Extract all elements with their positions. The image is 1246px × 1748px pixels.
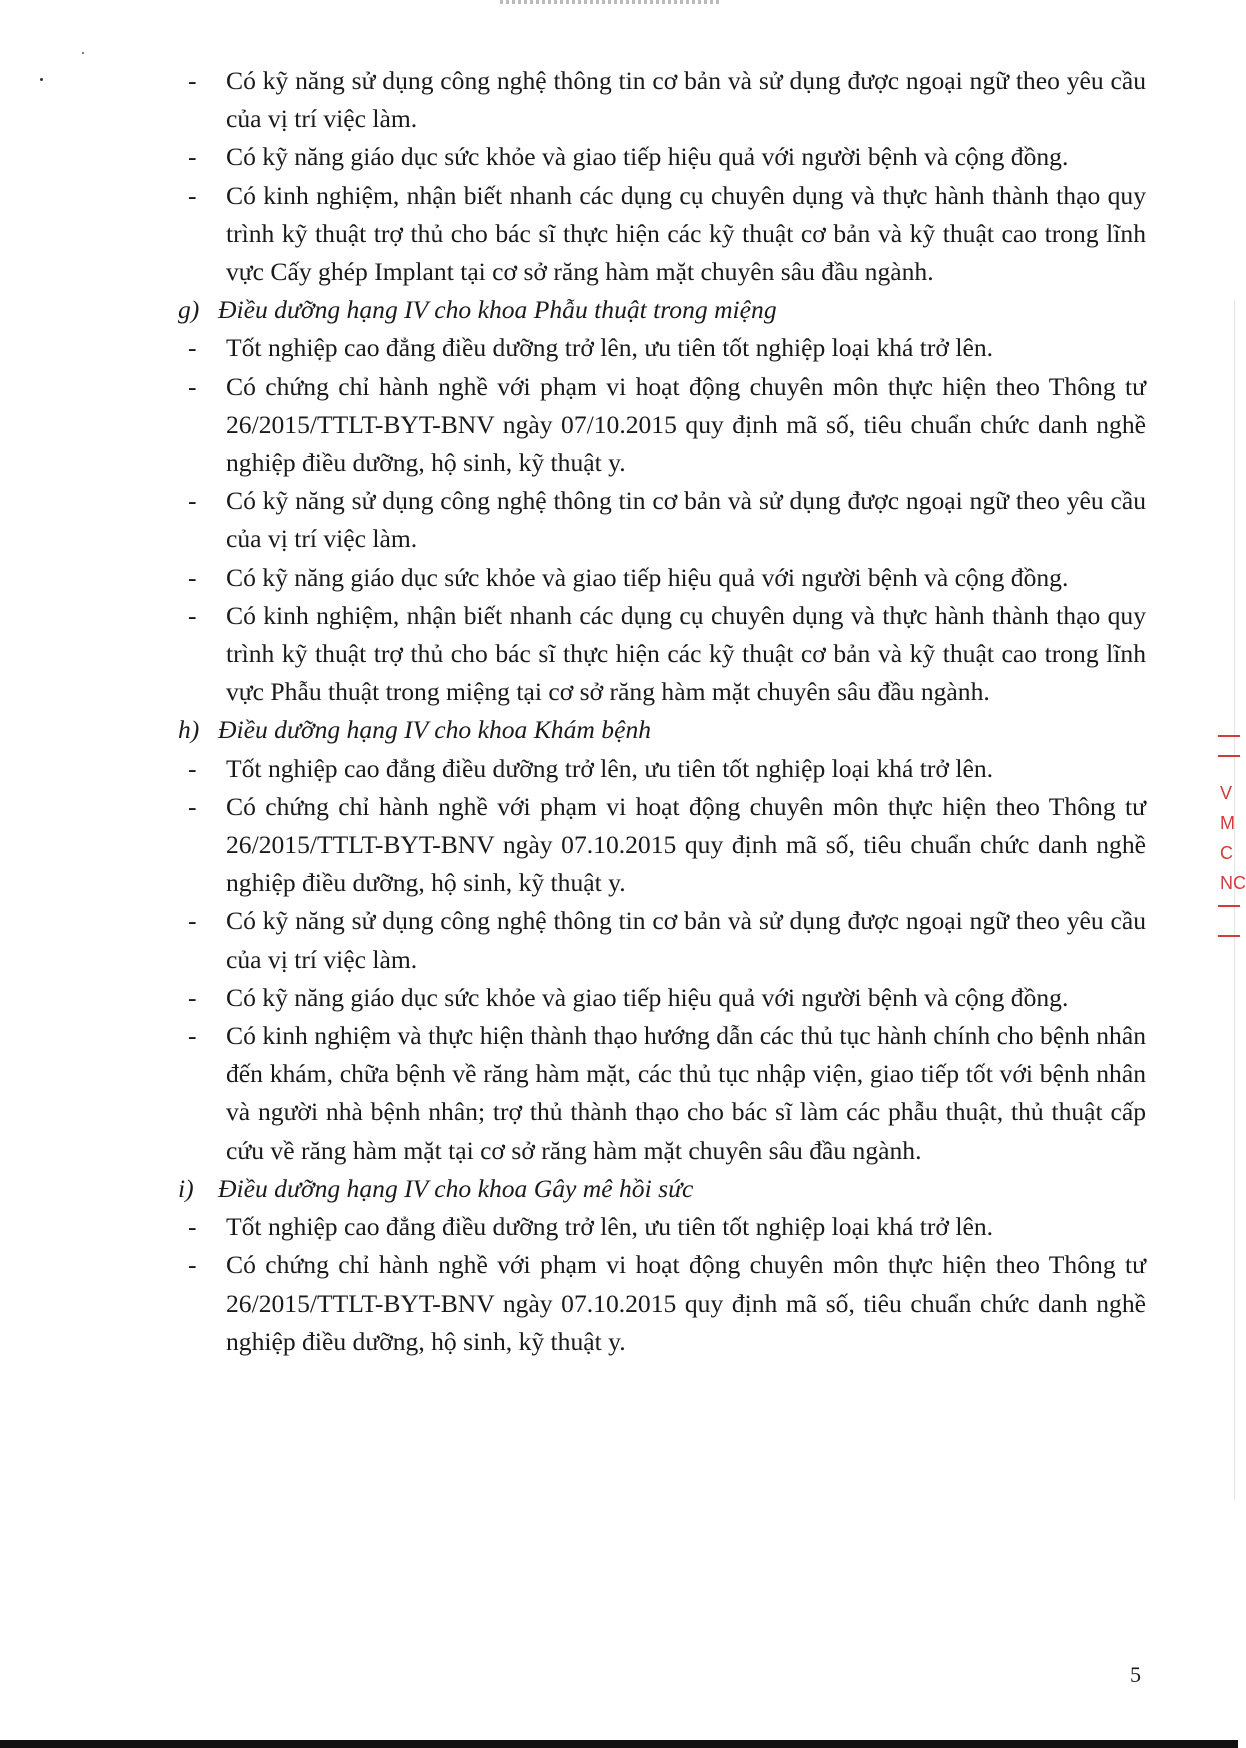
bullet-text: Có kỹ năng giáo dục sức khỏe và giao tiếp hiệu quả với người bệnh và cộng đồng. [226, 142, 1069, 172]
section-title: Điều dưỡng hạng IV cho khoa Phẫu thuật trong miệng [218, 295, 777, 325]
red-stamp-fragment [1212, 735, 1246, 965]
bullet-item [178, 368, 1146, 483]
bullet-text: Có chứng chỉ hành nghề với phạm vi hoạt động chuyên môn thực hiện theo Thông tư 26/2015/TTLT-BYT-BNV ngày 07.10.2015 quy định mã số, tiêu chuẩn chức danh nghề nghiệp điều dưỡng, hộ sinh, kỹ thuật y. [226, 791, 1146, 898]
bullet-item [178, 902, 1146, 978]
bullet-item [178, 1017, 1146, 1170]
bullet-dash: - [188, 371, 197, 401]
bullet-text: Có kỹ năng giáo dục sức khỏe và giao tiếp hiệu quả với người bệnh và cộng đồng. [226, 982, 1069, 1012]
section-letter: i) [178, 1173, 194, 1203]
section-heading [178, 1170, 1146, 1208]
bullet-dash: - [188, 562, 197, 592]
document-body [178, 62, 1146, 1361]
bullet-item [178, 979, 1146, 1017]
bullet-item [178, 62, 1146, 138]
bullet-dash: - [188, 906, 197, 936]
bullet-text: Tốt nghiệp cao đẳng điều dưỡng trở lên, ưu tiên tốt nghiệp loại khá trở lên. [226, 753, 994, 783]
bullet-item [178, 1208, 1146, 1246]
bullet-item [178, 138, 1146, 176]
bullet-text: Tốt nghiệp cao đẳng điều dưỡng trở lên, ưu tiên tốt nghiệp loại khá trở lên. [226, 1212, 994, 1242]
bullet-item [178, 1246, 1146, 1361]
bullet-item [178, 329, 1146, 367]
bullet-text: Có chứng chỉ hành nghề với phạm vi hoạt động chuyên môn thực hiện theo Thông tư 26/2015/TTLT-BYT-BNV ngày 07.10.2015 quy định mã số, tiêu chuẩn chức danh nghề nghiệp điều dưỡng, hộ sinh, kỹ thuật y. [226, 1250, 1146, 1356]
stamp-border-line [1218, 735, 1240, 737]
bullet-dash: - [188, 333, 197, 363]
stamp-text-fragment: C [1220, 843, 1233, 863]
section-heading [178, 711, 1146, 749]
page-number: 5 [1130, 1662, 1141, 1687]
bullet-dash: - [188, 180, 197, 210]
section-title: Điều dưỡng hạng IV cho khoa Khám bệnh [218, 715, 652, 745]
stamp-text-fragment: M [1220, 813, 1235, 833]
scan-speck [82, 52, 84, 54]
bullet-text: Tốt nghiệp cao đẳng điều dưỡng trở lên, ưu tiên tốt nghiệp loại khá trở lên. [226, 333, 994, 363]
bullet-dash: - [188, 600, 197, 630]
bullet-dash: - [188, 1250, 197, 1280]
bullet-dash: - [188, 66, 197, 95]
bullet-dash: - [188, 982, 197, 1012]
stamp-text-fragment: V [1220, 783, 1233, 803]
scan-bottom-border [0, 1740, 1238, 1748]
bullet-item [178, 559, 1146, 597]
scan-artifact-top [500, 0, 720, 4]
bullet-dash: - [188, 486, 197, 516]
bullet-text: Có kỹ năng giáo dục sức khỏe và giao tiếp hiệu quả với người bệnh và cộng đồng. [226, 562, 1069, 592]
stamp-text-fragment: NC [1220, 873, 1246, 893]
bullet-item [178, 750, 1146, 788]
section-letter: h) [178, 715, 200, 745]
bullet-item [178, 482, 1146, 558]
bullet-text: Có chứng chỉ hành nghề với phạm vi hoạt động chuyên môn thực hiện theo Thông tư 26/2015/TTLT-BYT-BNV ngày 07/10.2015 quy định mã số, tiêu chuẩn chức danh nghề nghiệp điều dưỡng, hộ sinh, kỹ thuật y. [226, 371, 1146, 478]
bullet-text: Có kinh nghiệm và thực hiện thành thạo hướng dẫn các thủ tục hành chính cho bệnh nhân đến khám, chữa bệnh về răng hàm mặt, các thủ tục nhập viện, giao tiếp tốt với bệnh nhân và người nhà bệnh nhân; trợ thủ thành thạo cho bác sĩ làm các phẫu thuật, thủ thuật cấp cứu về răng hàm mặt tại cơ sở răng hàm mặt chuyên sâu đầu ngành. [226, 1021, 1146, 1165]
stamp-border-line [1218, 755, 1240, 757]
bullet-item [178, 177, 1146, 292]
bullet-item [178, 788, 1146, 903]
section-title: Điều dưỡng hạng IV cho khoa Gây mê hồi sức [218, 1173, 694, 1203]
bullet-item [178, 597, 1146, 712]
bullet-dash: - [188, 1212, 197, 1242]
bullet-text: Có kỹ năng sử dụng công nghệ thông tin cơ bản và sử dụng được ngoại ngữ theo yêu cầu của vị trí việc làm. [226, 486, 1146, 554]
bullet-text: Có kỹ năng sử dụng công nghệ thông tin cơ bản và sử dụng được ngoại ngữ theo yêu cầu của vị trí việc làm. [226, 66, 1146, 134]
bullet-text: Có kỹ năng sử dụng công nghệ thông tin cơ bản và sử dụng được ngoại ngữ theo yêu cầu của vị trí việc làm. [226, 906, 1146, 974]
bullet-dash: - [188, 791, 197, 821]
stamp-border-line [1218, 935, 1240, 937]
section-letter: g) [178, 295, 200, 325]
section-heading [178, 291, 1146, 329]
bullet-dash: - [188, 1021, 197, 1051]
scan-speck [40, 78, 43, 81]
bullet-dash: - [188, 142, 197, 172]
bullet-text: Có kinh nghiệm, nhận biết nhanh các dụng cụ chuyên dụng và thực hành thành thạo quy trình kỹ thuật trợ thủ cho bác sĩ thực hiện các kỹ thuật cơ bản và kỹ thuật cao trong lĩnh vực Phẫu thuật trong miệng tại cơ sở răng hàm mặt chuyên sâu đầu ngành. [226, 600, 1146, 707]
bullet-text: Có kinh nghiệm, nhận biết nhanh các dụng cụ chuyên dụng và thực hành thành thạo quy trình kỹ thuật trợ thủ cho bác sĩ thực hiện các kỹ thuật cơ bản và kỹ thuật cao trong lĩnh vực Cấy ghép Implant tại cơ sở răng hàm mặt chuyên sâu đầu ngành. [226, 180, 1146, 287]
stamp-border-line [1218, 905, 1240, 907]
bullet-dash: - [188, 753, 197, 783]
